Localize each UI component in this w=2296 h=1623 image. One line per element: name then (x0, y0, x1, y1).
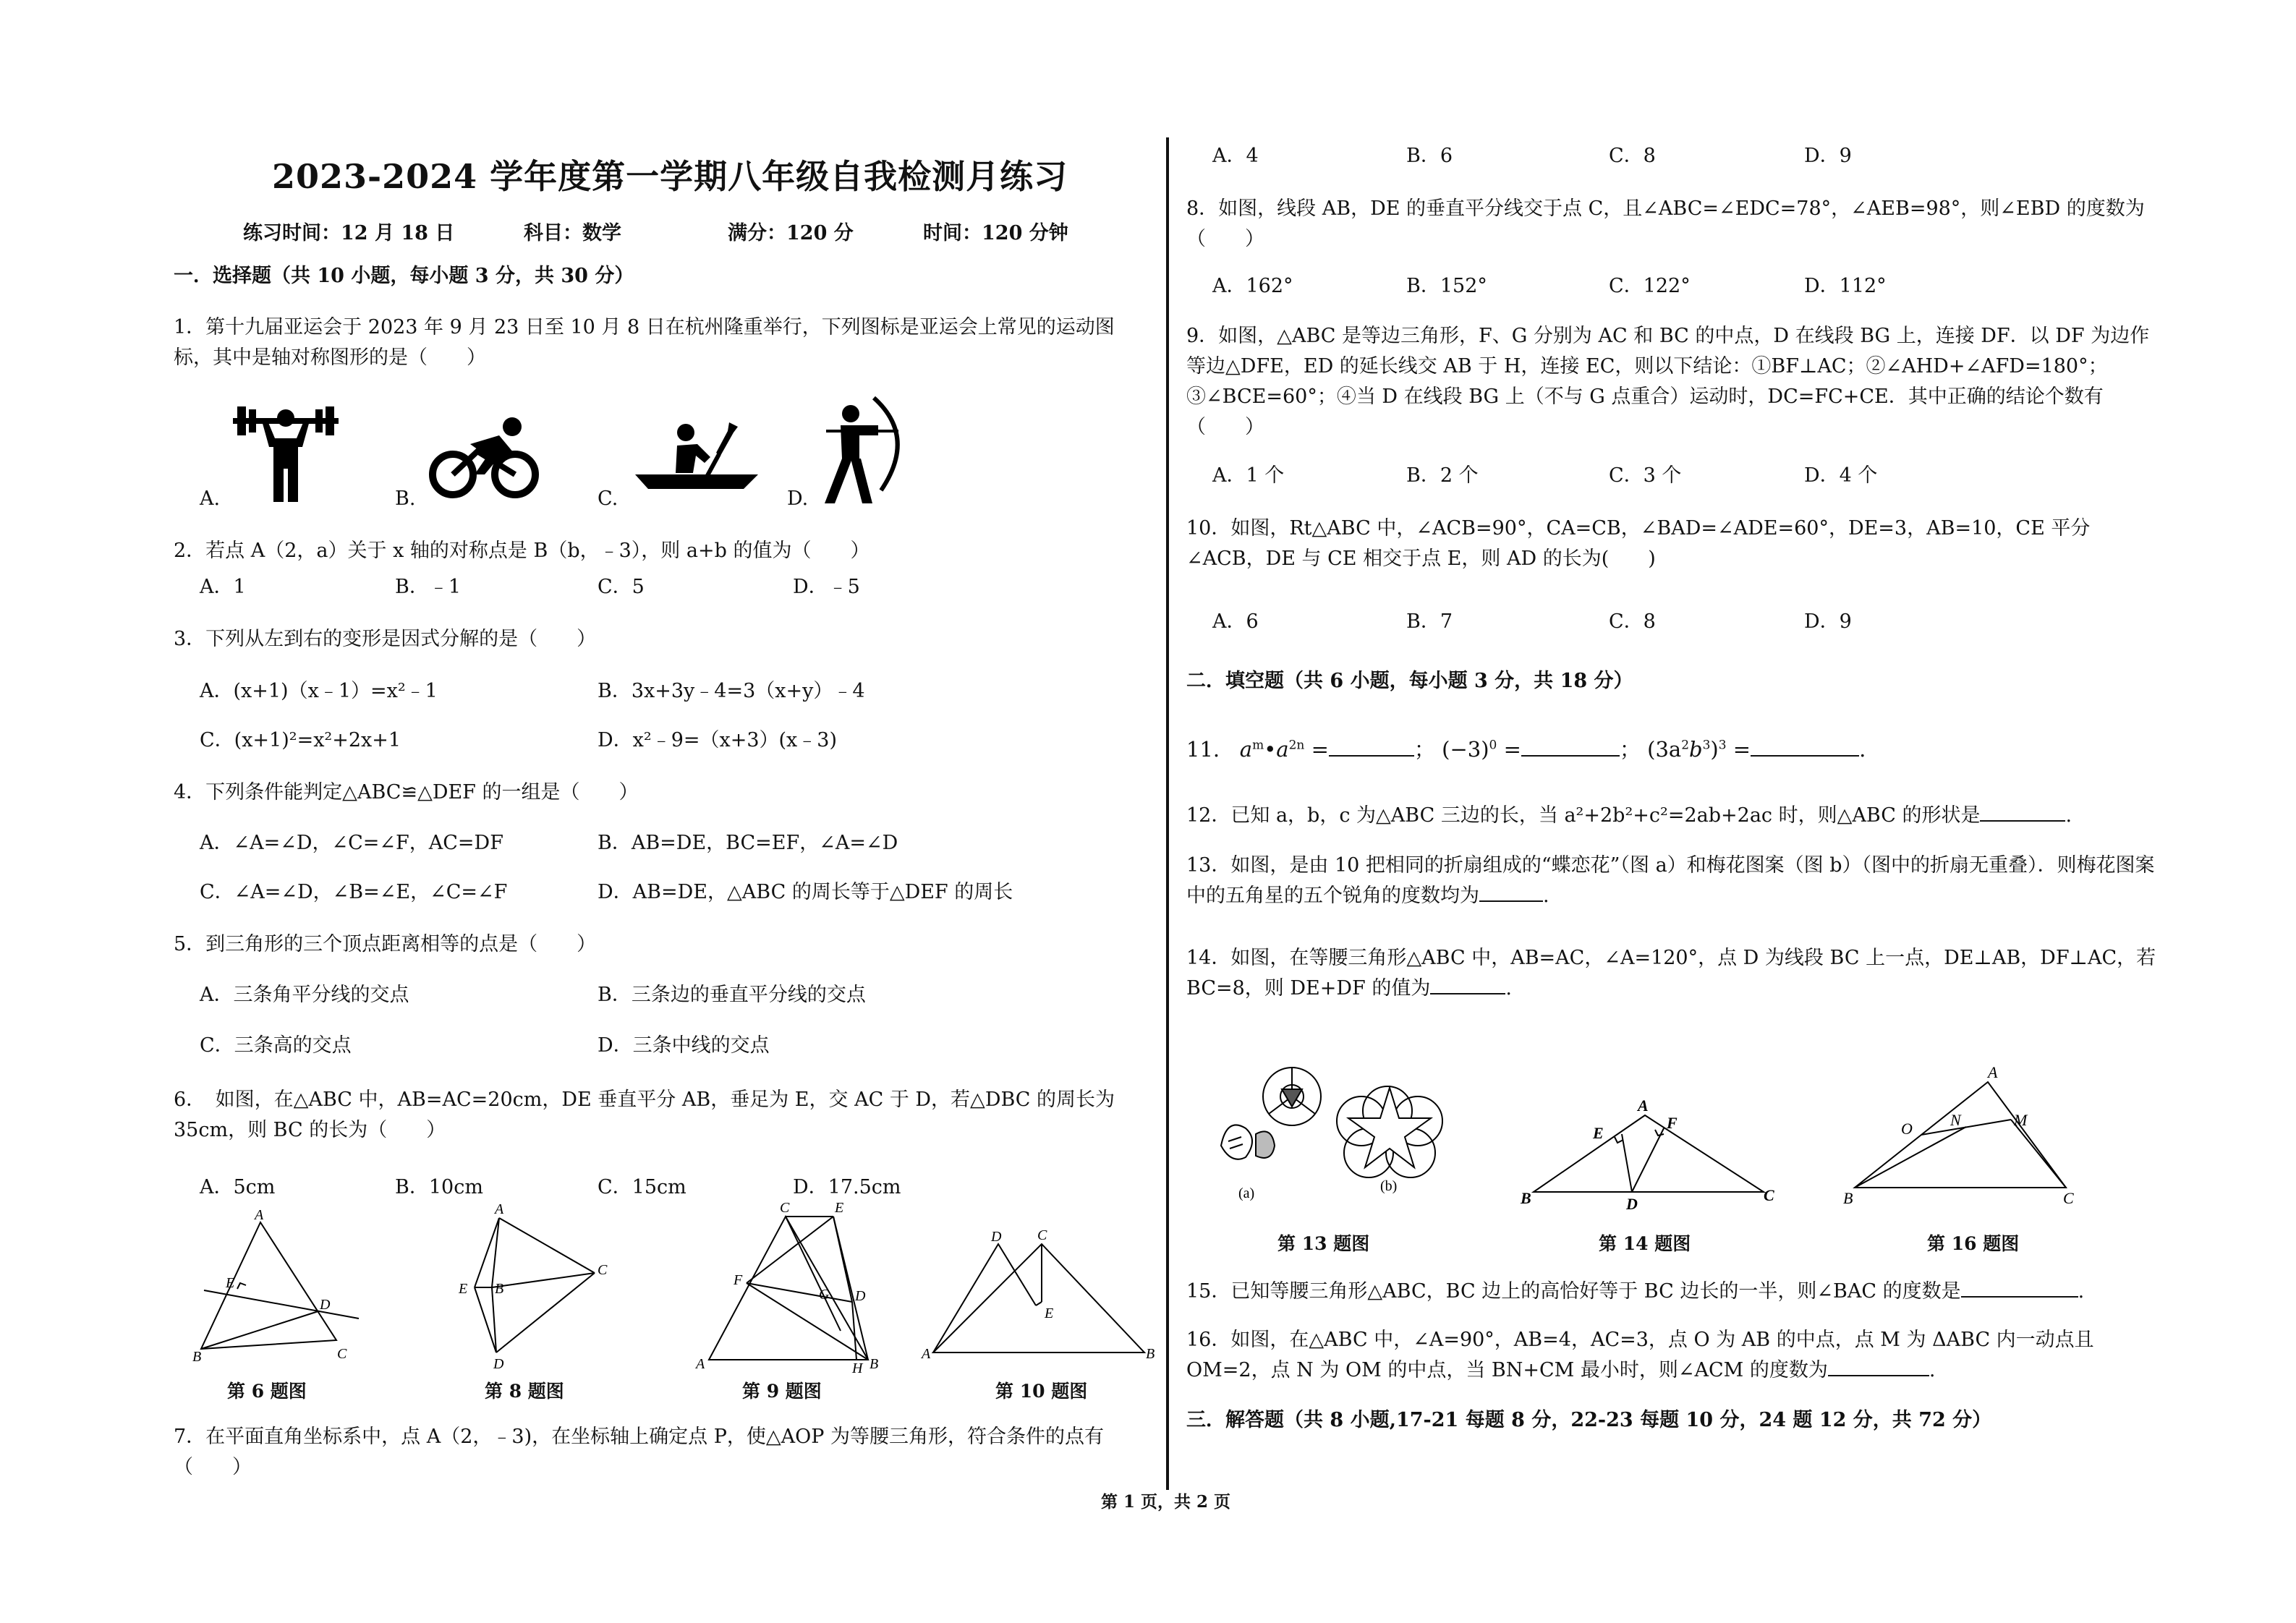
q9-option-a: A．1 个 (1212, 464, 1285, 487)
q11-term-a-exp: m (1252, 738, 1264, 753)
practice-time: 练习时间：12 月 18 日 (243, 222, 455, 244)
fig10-caption: 第 10 题图 (995, 1381, 1088, 1402)
q1-option-a: A. (200, 487, 221, 510)
svg-text:E: E (459, 1281, 468, 1297)
svg-text:B: B (1521, 1189, 1531, 1207)
q3-option-b: B．3x+3y﹣4=3（x+y）﹣4 (598, 680, 865, 702)
q9-stem: 9．如图，△ABC 是等边三角形，F、G 分别为 AC 和 BC 的中点，D 在线段 BG 上，连接 DF．以 DF 为边作等边△DFE，ED 的延长线交 AB 于 H，连接 EC，则以下结论：①BF⊥AC；②∠AHD+∠AFD=180°；③∠BCE=60°；④当 D 在线段 BG 上（不与 G 点重合）运动时，DC=FC+CE．其中正确的结论个数有（ ） (1186, 325, 2150, 438)
svg-text:M: M (2014, 1111, 2028, 1129)
fig9-caption: 第 9 题图 (742, 1381, 822, 1402)
q16-line (1186, 1325, 2163, 1386)
q8-stem: 8．如图，线段 AB，DE 的垂直平分线交于点 C，且∠ABC=∠EDC=78°，∠AEB=98°，则∠EBD 的度数为（ ） (1186, 197, 2145, 250)
q11-term-c-exp: 0 (1489, 738, 1497, 753)
svg-text:E: E (1593, 1124, 1604, 1142)
column-divider (1166, 137, 1169, 1490)
kayaking-icon (635, 419, 758, 499)
svg-text:E: E (1045, 1305, 1054, 1321)
q3-option-a: A．(x+1)（x﹣1）=x²﹣1 (200, 680, 438, 702)
svg-text:E: E (226, 1275, 235, 1291)
q12-end: . (2065, 804, 2072, 827)
q11-blank-3[interactable] (1751, 736, 1859, 757)
cycling-icon (427, 415, 543, 502)
q11-sep-2: ； (1619, 737, 1641, 762)
svg-text:C: C (1037, 1227, 1047, 1243)
figure-8 (448, 1201, 622, 1374)
svg-text:A: A (1988, 1063, 1998, 1081)
svg-text:D: D (991, 1229, 1002, 1245)
q11-eq1: = (1304, 737, 1329, 762)
q11-term-c: (−3) (1442, 737, 1489, 762)
q1-stem: 1．第十九届亚运会于 2023 年 9 月 23 日至 10 月 8 日在杭州隆重举行，下列图标是亚运会上常见的运动图标，其中是轴对称图形的是（ ） (174, 316, 1115, 369)
q12-stem: 12．已知 a，b，c 为△ABC 三边的长，当 a²+2b²+c²=2ab+2ac 时，则△ABC 的形状是 (1186, 804, 1981, 827)
svg-text:D: D (320, 1297, 331, 1313)
q1-option-d: D. (787, 487, 809, 510)
q11-sep-1: ； (1413, 737, 1435, 762)
svg-text:N: N (1950, 1111, 1961, 1129)
duration: 时间：120 分钟 (923, 222, 1068, 244)
svg-text:A: A (255, 1208, 264, 1223)
q16-blank[interactable] (1828, 1356, 1929, 1376)
q11-line (1186, 736, 1866, 762)
q3-option-c: C．(x+1)²=x²+2x+1 (200, 729, 401, 751)
q10-option-d: D．9 (1804, 610, 1852, 633)
q15-line (1186, 1277, 2084, 1305)
q7-option-a: A．4 (1212, 145, 1259, 167)
q15-end: . (2078, 1280, 2085, 1303)
q2-option-b: B．﹣1 (395, 576, 462, 598)
q13-line (1186, 851, 2163, 911)
q16-end: . (1929, 1359, 1936, 1381)
q11-term-d-exp2: 3 (1702, 738, 1711, 753)
section1-heading: 一．选择题（共 10 小题，每小题 3 分，共 30 分） (174, 265, 634, 287)
q4-option-d: D．AB=DE，△ABC 的周长等于△DEF 的周长 (598, 881, 1013, 903)
q9-option-d: D．4 个 (1804, 464, 1878, 487)
fig6-caption: 第 6 题图 (227, 1381, 307, 1402)
q11-eq2: = (1497, 737, 1521, 762)
q4-option-c: C．∠A=∠D，∠B=∠E，∠C=∠F (200, 881, 508, 903)
q9-option-b: B．2 个 (1406, 464, 1479, 487)
q11-term-b: •a (1264, 737, 1289, 762)
q7-option-d: D．9 (1804, 145, 1852, 167)
q10-option-a: A．6 (1212, 610, 1259, 633)
q13-stem: 13．如图，是由 10 把相同的折扇组成的“蝶恋花”（图 a）和梅花图案（图 b）（图中的折扇无重叠）．则梅花图案中的五角星的五个锐角的度数均为 (1186, 854, 2155, 907)
q8-option-d: D．112° (1804, 275, 1887, 297)
figure-16 (1842, 1060, 2088, 1212)
q15-stem: 15．已知等腰三角形△ABC，BC 边上的高恰好等于 BC 边长的一半，则∠BAC 的度数是 (1186, 1280, 1961, 1303)
q11-number: 11. (1186, 737, 1220, 762)
fig8-caption: 第 8 题图 (485, 1381, 564, 1402)
svg-text:C: C (780, 1201, 790, 1216)
q11-term-d-b: b (1689, 737, 1703, 762)
q5-option-a: A．三条角平分线的交点 (200, 984, 409, 1006)
q11-blank-1[interactable] (1329, 736, 1414, 757)
svg-text:O: O (1901, 1120, 1913, 1138)
fig13-label-a: (a) (1238, 1185, 1255, 1201)
svg-text:A: A (922, 1346, 931, 1362)
q3-stem: 3．下列从左到右的变形是因式分解的是（ ） (174, 628, 597, 650)
q2-option-d: D．﹣5 (793, 576, 860, 598)
q13-blank[interactable] (1479, 882, 1543, 902)
figure-14 (1516, 1095, 1784, 1211)
q5-stem: 5．到三角形的三个顶点距离相等的点是（ ） (174, 933, 597, 955)
svg-text:D: D (493, 1356, 504, 1372)
q14-blank[interactable] (1430, 974, 1505, 994)
q5-option-d: D．三条中线的交点 (598, 1034, 770, 1057)
figure-9 (692, 1201, 887, 1374)
figure-10 (920, 1215, 1159, 1367)
figure-6 (188, 1208, 362, 1367)
fig14-caption: 第 14 题图 (1599, 1233, 1691, 1254)
q2-option-c: C．5 (598, 576, 645, 598)
full-score: 满分：120 分 (728, 222, 854, 244)
q4-option-b: B．AB=DE，BC=EF，∠A=∠D (598, 832, 898, 854)
q8-option-a: A．162° (1212, 275, 1293, 297)
svg-text:A: A (1638, 1096, 1649, 1115)
q4-option-a: A．∠A=∠D，∠C=∠F，AC=DF (200, 832, 503, 854)
section3-heading: 三．解答题（共 8 小题,17-21 每题 8 分，22-23 每题 10 分，24 题 12 分，共 72 分） (1186, 1409, 1992, 1431)
svg-text:C: C (337, 1346, 347, 1362)
q11-eq3: = (1726, 737, 1751, 762)
q7-option-b: B．6 (1406, 145, 1453, 167)
q6-stem: 6． 如图，在△ABC 中，AB=AC=20cm，DE 垂直平分 AB，垂足为 E，交 AC 于 D，若△DBC 的周长为 35cm，则 BC 的长为（ ） (174, 1089, 1115, 1141)
subject: 科目：数学 (524, 222, 621, 244)
svg-text:B: B (495, 1281, 504, 1297)
q15-blank[interactable] (1961, 1277, 2078, 1298)
figure-13 (1212, 1056, 1458, 1208)
q6-option-d: D．17.5cm (793, 1176, 901, 1198)
q6-option-b: B．10cm (395, 1176, 483, 1198)
q8-option-c: C．122° (1609, 275, 1691, 297)
svg-text:A: A (696, 1356, 705, 1372)
section2-heading: 二．填空题（共 6 小题，每小题 3 分，共 18 分） (1186, 670, 1633, 692)
q11-term-d-exp3: 3 (1718, 738, 1727, 753)
svg-text:D: D (855, 1288, 866, 1304)
svg-text:C: C (2063, 1189, 2074, 1207)
q11-term-d: (3a (1647, 737, 1682, 762)
svg-text:D: D (1626, 1195, 1638, 1211)
q11-term-a: a (1239, 737, 1253, 762)
q4-stem: 4．下列条件能判定△ABC≌△DEF 的一组是（ ） (174, 781, 639, 804)
q12-line (1186, 801, 2072, 829)
svg-text:B: B (1843, 1189, 1853, 1207)
q10-option-b: B．7 (1406, 610, 1453, 633)
fig13-caption: 第 13 题图 (1277, 1233, 1370, 1254)
q1-option-b: B. (395, 487, 416, 510)
q10-stem: 10．如图，Rt△ABC 中，∠ACB=90°，CA=CB，∠BAD=∠ADE=60°，DE=3，AB=10，CE 平分∠ACB，DE 与 CE 相交于点 E，则 AD 的长为( ) (1186, 517, 2091, 570)
q7-option-c: C．8 (1609, 145, 1656, 167)
archery-icon (820, 396, 914, 505)
svg-text:F: F (734, 1272, 743, 1288)
svg-text:A: A (495, 1201, 504, 1217)
q5-option-c: C．三条高的交点 (200, 1034, 352, 1057)
q10-option-c: C．8 (1609, 610, 1656, 633)
page-footer: 第 1 页，共 2 页 (1101, 1492, 1231, 1512)
q6-option-c: C．15cm (598, 1176, 686, 1198)
q16-stem: 16．如图，在△ABC 中，∠A=90°，AB=4，AC=3，点 O 为 AB 的中点，点 M 为 ΔABC 内一动点且 OM=2，点 N 为 OM 的中点，当 BN+CM 最小时，则∠ACM 的度数为 (1186, 1329, 2094, 1381)
q14-line (1186, 943, 2163, 1004)
q14-stem: 14．如图，在等腰三角形△ABC 中，AB=AC，∠A=120°，点 D 为线段 BC 上一点，DE⊥AB，DF⊥AC，若 BC=8，则 DE+DF 的值为 (1186, 947, 2156, 1000)
q9-option-c: C．3 个 (1609, 464, 1682, 487)
q3-option-d: D．x²﹣9=（x+3）(x﹣3) (598, 729, 838, 751)
weightlifting-icon (231, 396, 340, 505)
q11-term-b-exp: 2n (1288, 738, 1305, 753)
q14-end: . (1505, 977, 1512, 1000)
q6-option-a: A．5cm (200, 1176, 276, 1198)
svg-text:C: C (598, 1262, 608, 1278)
q2-option-a: A．1 (200, 576, 246, 598)
q11-term-d-exp1: 2 (1681, 738, 1690, 753)
svg-text:C: C (1764, 1186, 1774, 1204)
q8-option-b: B．152° (1406, 275, 1487, 297)
svg-text:B: B (869, 1356, 879, 1372)
q11-term-d-close: ) (1710, 737, 1719, 762)
q2-stem: 2．若点 A（2，a）关于 x 轴的对称点是 B（b，﹣3），则 a+b 的值为（ ） (174, 540, 870, 562)
svg-text:B: B (192, 1349, 202, 1365)
page-title: 2023-2024 学年度第一学期八年级自我检测月练习 (272, 157, 1068, 196)
svg-text:F: F (1667, 1114, 1678, 1132)
q12-blank[interactable] (1980, 801, 2065, 822)
q13-end: . (1543, 885, 1549, 907)
fig13-label-b: (b) (1380, 1178, 1398, 1194)
q5-option-b: B．三条边的垂直平分线的交点 (598, 984, 866, 1006)
svg-text:E: E (835, 1201, 844, 1216)
svg-text:B: B (1146, 1346, 1155, 1362)
q11-blank-2[interactable] (1521, 736, 1620, 757)
svg-text:H: H (852, 1360, 863, 1374)
q1-option-c: C. (598, 487, 618, 510)
svg-text:G: G (819, 1287, 830, 1303)
q11-end: . (1859, 737, 1866, 762)
fig16-caption: 第 16 题图 (1927, 1233, 2020, 1254)
q7-stem: 7．在平面直角坐标系中，点 A（2，﹣3)，在坐标轴上确定点 P，使△AOP 为等腰三角形，符合条件的点有（ ） (174, 1426, 1105, 1478)
